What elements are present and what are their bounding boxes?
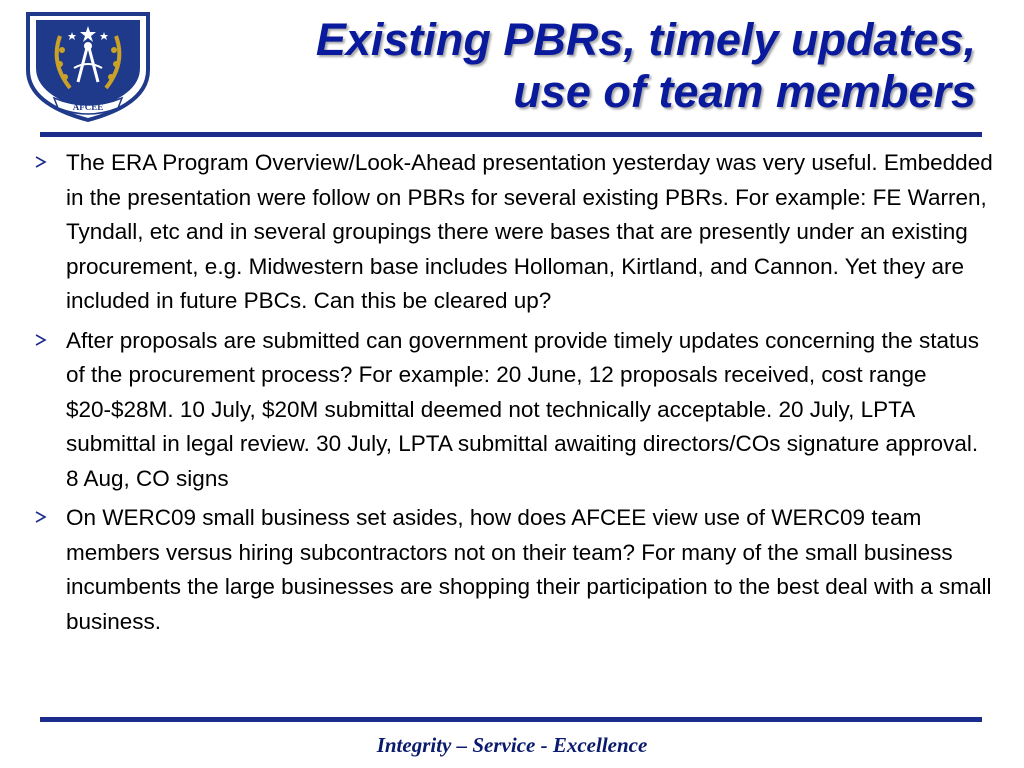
- title-line-2: use of team members: [513, 66, 976, 117]
- arrow-bullet-icon: [34, 510, 48, 524]
- slide-title: [316, 14, 976, 118]
- footer-divider: [40, 717, 982, 722]
- arrow-bullet-icon: [34, 155, 48, 169]
- afcee-crest-icon: [20, 8, 156, 124]
- logo-banner-text: AFCEE: [72, 102, 104, 112]
- bullet-item: [34, 501, 994, 639]
- bullet-item: [34, 324, 994, 497]
- title-line-1: Existing PBRs, timely updates,: [315, 14, 976, 65]
- bullet-text: On WERC09 small business set asides, how does AFCEE view use of WERC09 team members versus hiring subcontractors not on their team? For many of the small business incumbents the large businesses are shopping their participation to the best deal with a small business.: [66, 505, 992, 634]
- bullet-text: After proposals are submitted can government provide timely updates concerning the status of the procurement process? For example: 20 June, 12 proposals received, cost range $20-$28M. 10 July, $20M submittal deemed not technically acceptable. 20 July, LPTA submittal in legal review. 30 July, LPTA submittal awaiting directors/COs signature approval. 8 Aug, CO signs: [66, 327, 979, 491]
- bullet-text: The ERA Program Overview/Look-Ahead presentation yesterday was very useful. Embedded in the presentation were follow on PBRs for several existing PBRs. For example: FE Warren, Tyndall, etc and in several groupings there were bases that are presently under an existing procurement, e.g. Midwestern base includes Holloman, Kirtland, and Cannon. Yet they are included in future PBCs. Can this be cleared up?: [66, 150, 993, 313]
- afcee-logo: [20, 8, 156, 124]
- title-divider: [40, 132, 982, 137]
- bullet-item: [34, 146, 994, 319]
- bullet-list: [34, 146, 994, 644]
- arrow-bullet-icon: [34, 333, 48, 347]
- footer-motto: Integrity – Service - Excellence: [376, 733, 648, 757]
